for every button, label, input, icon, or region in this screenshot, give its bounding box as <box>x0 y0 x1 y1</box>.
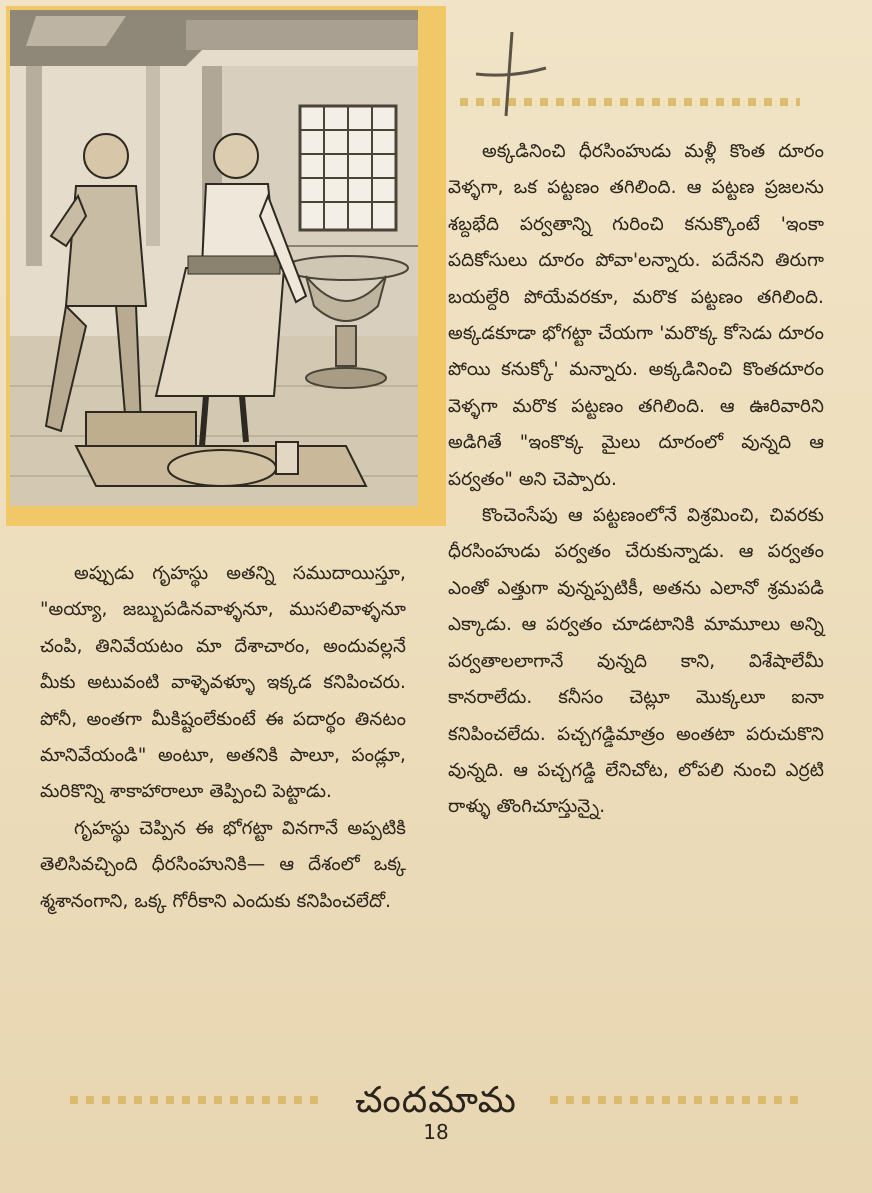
illustration-drawing <box>6 6 446 526</box>
pencil-cross-mark <box>470 30 550 120</box>
right-text-column <box>448 134 824 826</box>
paragraph: అప్పుడు గృహస్థు అతన్ని సముదాయిస్తూ, "అయ్యా, జబ్బుపడినవాళ్ళనూ, ముసలివాళ్ళనూ చంపి, తినివేయటం మా దేశాచారం, అందువల్లనే మీకు అటువంటి వాళ్ళెవళ్ళూ ఇక్కడ కనిపించరు. పోనీ, అంతగా మీకిష్టంలేకుంటే ఈ పదార్థం తినటం మానివేయండి" అంటూ, అతనికి పాలూ, పండ్లూ, మరికొన్ని శాకాహారాలూ తెప్పించి పెట్టాడు. <box>40 563 406 803</box>
paragraph: గృహస్థు చెప్పిన ఈ భోగట్టా వినగానే అప్పటికి తెలిసివచ్చింది ధీరసింహునికి— ఆ దేశంలో ఒక్క శ్మశానంగాని, ఒక్క గోరీకాని ఎందుకు కనిపించలేదో. <box>40 817 406 912</box>
story-illustration <box>6 6 446 526</box>
paragraph: కొంచెంసేపు ఆ పట్టణంలోనే విశ్రమించి, చివరకు ధీరసింహుడు పర్వతం చేరుకున్నాడు. ఆ పర్వతం ఎంతో ఎత్తుగా వున్నప్పటికీ, అతను ఎలానో శ్రమపడి ఎక్కాడు. ఆ పర్వతం చూడటానికి మామూలు అన్ని పర్వతాలలాగానే వున్నది కాని, విశేషాలేమీ కానరాలేదు. కనీసం చెట్లూ మొక్కలూ ఐనా కనిపించలేదు. పచ్చగడ్డిమాత్రం అంతటా పరుచుకొని వున్నది. ఆ పచ్చగడ్డి లేనిచోట, లోపలి నుంచి ఎర్రటి రాళ్ళు తొంగిచూస్తున్నై. <box>448 505 824 818</box>
magazine-name: చందమామ <box>355 1080 517 1121</box>
page-number: 18 <box>423 1120 449 1144</box>
paragraph: అక్కడినించి ధీరసింహుడు మళ్లీ కొంత దూరం వెళ్ళగా, ఒక పట్టణం తగిలింది. ఆ పట్టణ ప్రజలను శబ్దభేది పర్వతాన్ని గురించి కనుక్కొంటే 'ఇంకా పదికోసులు దూరం పోవా'లన్నారు. పదేనని తిరుగా బయల్దేరి పోయేవరకూ, మరొక పట్టణం తగిలింది. అక్కడకూడా భోగట్టా చేయగా 'మరొక్క కోసెడు దూరం పోయి కనుక్కో' మన్నారు. అక్కడినించి కొంతదూరం వెళ్ళగా మరొక పట్టణం తగిలింది. ఆ ఊరివారిని అడిగితే "ఇంకొక్క మైలు దూరంలో వున్నది ఆ పర్వతం" అని చెప్పారు. <box>448 141 824 490</box>
left-text-column <box>40 556 406 920</box>
